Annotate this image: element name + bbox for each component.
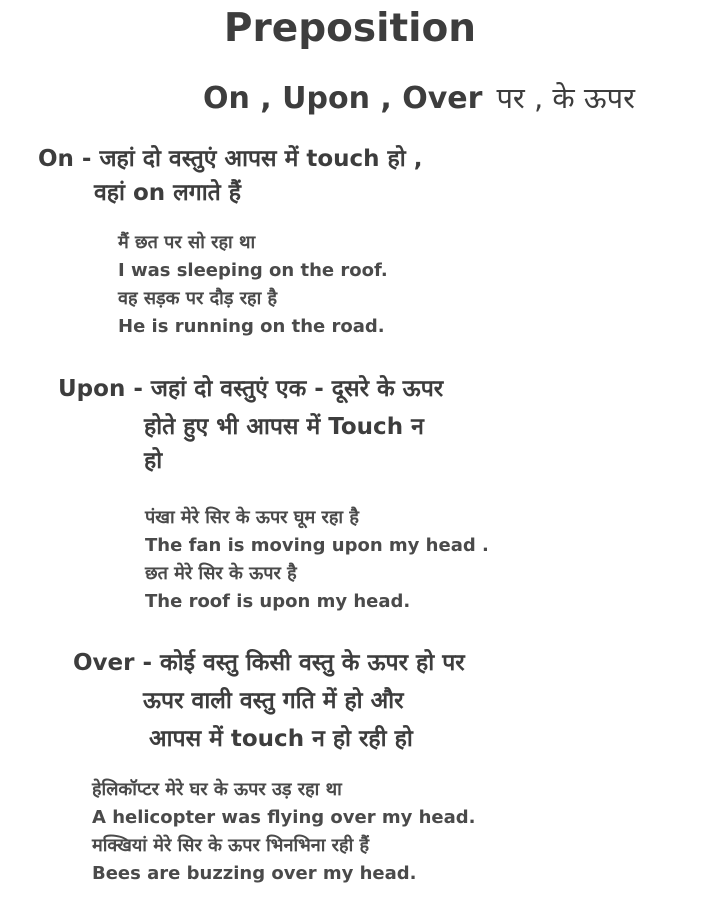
definition-on bbox=[38, 142, 422, 210]
definition-over-line3: आपस में touch न हो रही हो bbox=[149, 726, 413, 752]
definition-upon-line1: Upon - जहां दो वस्तुएं एक - दूसरे के ऊपर bbox=[58, 376, 444, 402]
example-sentence: I was sleeping on the roof. bbox=[118, 260, 388, 281]
definition-over-line2: ऊपर वाली वस्तु गति में हो और bbox=[143, 688, 404, 714]
examples-over bbox=[92, 776, 476, 888]
example-sentence: छत मेरे सिर के ऊपर है bbox=[145, 563, 297, 584]
subtitle-english: On , Upon , Over bbox=[203, 81, 483, 116]
example-sentence: He is running on the road. bbox=[118, 316, 385, 337]
example-sentence: वह सड़क पर दौड़ रहा है bbox=[118, 288, 278, 309]
page-title: Preposition bbox=[223, 6, 477, 51]
definition-upon bbox=[58, 372, 443, 478]
example-sentence: हेलिकॉप्टर मेरे घर के ऊपर उड़ रहा था bbox=[92, 779, 342, 800]
example-sentence: The roof is upon my head. bbox=[145, 591, 411, 612]
definition-over bbox=[73, 644, 465, 758]
page-subtitle bbox=[203, 78, 635, 117]
definition-on-line1: On - जहां दो वस्तुएं आपस में touch हो , bbox=[38, 146, 423, 172]
example-sentence: A helicopter was flying over my head. bbox=[92, 807, 476, 828]
example-sentence: The fan is moving upon my head . bbox=[145, 535, 489, 556]
example-sentence: मक्खियां मेरे सिर के ऊपर भिनभिना रही हैं bbox=[92, 835, 370, 856]
example-sentence: Bees are buzzing over my head. bbox=[92, 863, 417, 884]
subtitle-hindi: पर , के ऊपर bbox=[496, 81, 636, 115]
definition-over-line1: Over - कोई वस्तु किसी वस्तु के ऊपर हो पर bbox=[73, 650, 465, 676]
definition-upon-line3: हो bbox=[144, 448, 163, 474]
definition-upon-line2: होते हुए भी आपस में Touch न bbox=[144, 414, 424, 440]
examples-upon bbox=[145, 504, 489, 616]
definition-on-line2: वहां on लगाते हैं bbox=[94, 180, 241, 206]
example-sentence: पंखा मेरे सिर के ऊपर घूम रहा है bbox=[145, 507, 359, 528]
example-sentence: मैं छत पर सो रहा था bbox=[118, 232, 256, 253]
examples-on bbox=[118, 229, 388, 341]
